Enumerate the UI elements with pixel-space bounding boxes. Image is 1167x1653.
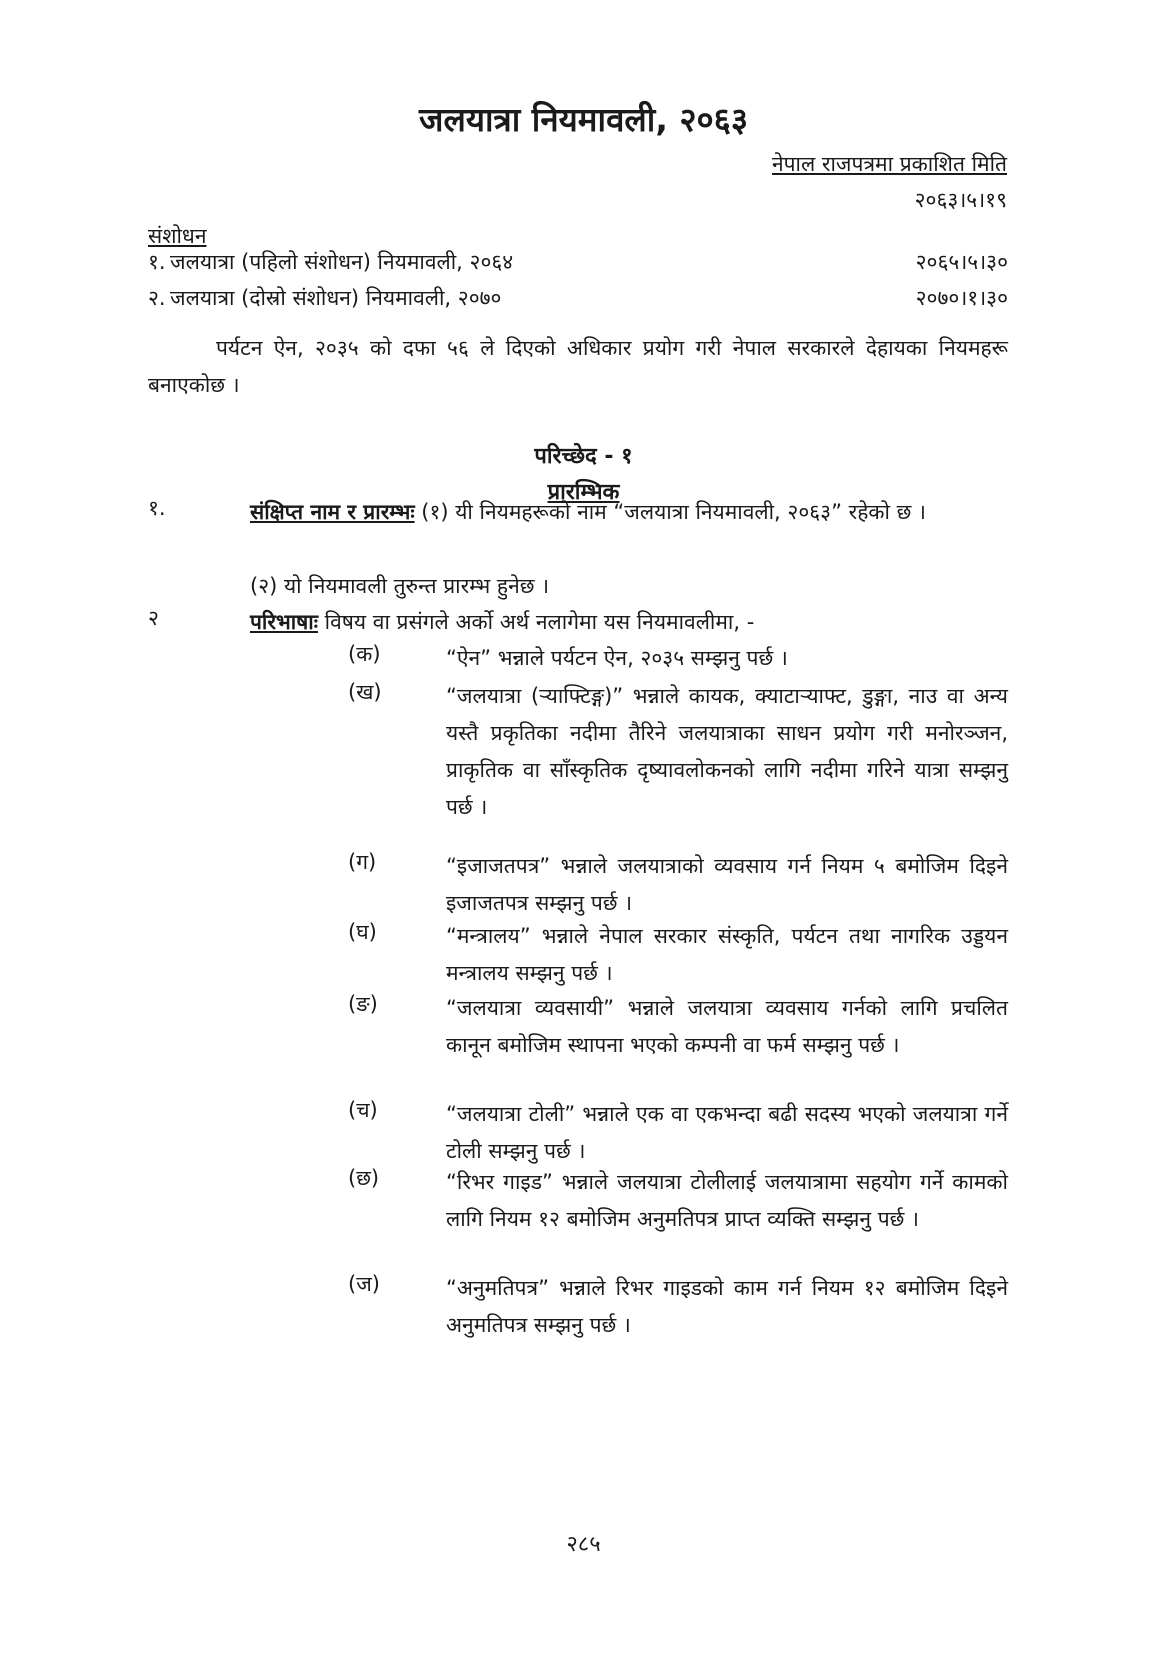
definition-label: (घ) bbox=[348, 920, 377, 944]
rule-1-body bbox=[250, 494, 1008, 531]
publication-label: नेपाल राजपत्रमा प्रकाशित मिति bbox=[771, 152, 1007, 176]
definition-text: “रिभर गाइड” भन्नाले जलयात्रा टोलीलाई जलयात्रामा सहयोग गर्ने कामको लागि नियम १२ बमोजिम अनुमतिपत्र प्राप्त व्यक्ति सम्झनु पर्छ । bbox=[446, 1170, 1008, 1231]
definition-text: “ऐन” भन्नाले पर्यटन ऐन, २०३५ सम्झनु पर्छ । bbox=[446, 646, 788, 670]
amendment-date: २०७०।१।३० bbox=[915, 286, 1008, 310]
amendment-number: १. bbox=[148, 250, 166, 274]
amendment-name: जलयात्रा (पहिलो संशोधन) नियमावली, २०६४ bbox=[170, 250, 514, 274]
rule-number: २ bbox=[148, 606, 159, 630]
definition-label: (ग) bbox=[348, 850, 377, 874]
amendment-name: जलयात्रा (दोस्रो संशोधन) नियमावली, २०७० bbox=[170, 286, 502, 310]
definition-label: (छ) bbox=[348, 1166, 380, 1190]
rule-number: १. bbox=[148, 496, 166, 520]
page-number: २८५ bbox=[566, 1532, 601, 1557]
definition-text: “इजाजतपत्र” भन्नाले जलयात्राको व्यवसाय गर्न नियम ५ बमोजिम दिइने इजाजतपत्र सम्झनु पर्छ । bbox=[446, 854, 1008, 915]
definition-label: (च) bbox=[348, 1098, 378, 1122]
rule-heading: परिभाषाः bbox=[250, 610, 318, 634]
definition-text: “मन्त्रालय” भन्नाले नेपाल सरकार संस्कृति, पर्यटन तथा नागरिक उड्डयन मन्त्रालय सम्झनु पर्छ । bbox=[446, 924, 1008, 985]
rule-text: (१) यी नियमहरूको नाम “जलयात्रा नियमावली, २०६३” रहेको छ । bbox=[414, 500, 926, 524]
definition-label: (क) bbox=[348, 642, 381, 666]
definition-text: “जलयात्रा व्यवसायी” भन्नाले जलयात्रा व्यवसाय गर्नको लागि प्रचलित कानून बमोजिम स्थापना भएको कम्पनी वा फर्म सम्झनु पर्छ । bbox=[446, 996, 1008, 1057]
definition-label: (ज) bbox=[348, 1272, 380, 1296]
definition-text: “जलयात्रा (र्‍याफ्टिङ्ग)” भन्नाले कायक, क्याटार्‍याफ्ट, डुङ्गा, नाउ वा अन्य यस्तै प्रकृतिका नदीमा तैरिने जलयात्राका साधन प्रयोग गरी मनोरञ्जन, प्राकृतिक वा साँस्कृतिक दृष्यावलोकनको लागि नदीमा गरिने यात्रा सम्झनु पर्छ । bbox=[446, 684, 1008, 819]
definition-label: (ङ) bbox=[348, 992, 378, 1016]
amendments-heading: संशोधन bbox=[148, 224, 207, 248]
rule-heading: संक्षिप्त नाम र प्रारम्भः bbox=[250, 500, 415, 524]
rule-text: विषय वा प्रसंगले अर्को अर्थ नलागेमा यस नियमावलीमा, - bbox=[317, 610, 755, 634]
amendment-date: २०६५।५।३० bbox=[915, 250, 1008, 274]
definition-text: “अनुमतिपत्र” भन्नाले रिभर गाइडको काम गर्न नियम १२ बमोजिम दिइने अनुमतिपत्र सम्झनु पर्छ । bbox=[446, 1276, 1008, 1337]
definition-label: (ख) bbox=[348, 680, 382, 704]
rule-1-subclause: (२) यो नियमावली तुरुन्त प्रारम्भ हुनेछ । bbox=[250, 574, 550, 598]
publication-date: २०६३।५।१९ bbox=[914, 188, 1007, 212]
chapter-number: परिच्छेद - १ bbox=[534, 444, 633, 469]
chapter-title: प्रारम्भिक bbox=[547, 480, 620, 505]
preamble: पर्यटन ऐन, २०३५ को दफा ५६ ले दिएको अधिकार प्रयोग गरी नेपाल सरकारले देहायका नियमहरू बनाएकोछ । bbox=[148, 336, 1008, 397]
rule-2-body bbox=[250, 604, 1008, 641]
definition-text: “जलयात्रा टोली” भन्नाले एक वा एकभन्दा बढी सदस्य भएको जलयात्रा गर्ने टोली सम्झनु पर्छ । bbox=[446, 1102, 1008, 1163]
document-title: जलयात्रा नियमावली, २०६३ bbox=[418, 100, 748, 139]
amendment-number: २. bbox=[148, 286, 166, 310]
